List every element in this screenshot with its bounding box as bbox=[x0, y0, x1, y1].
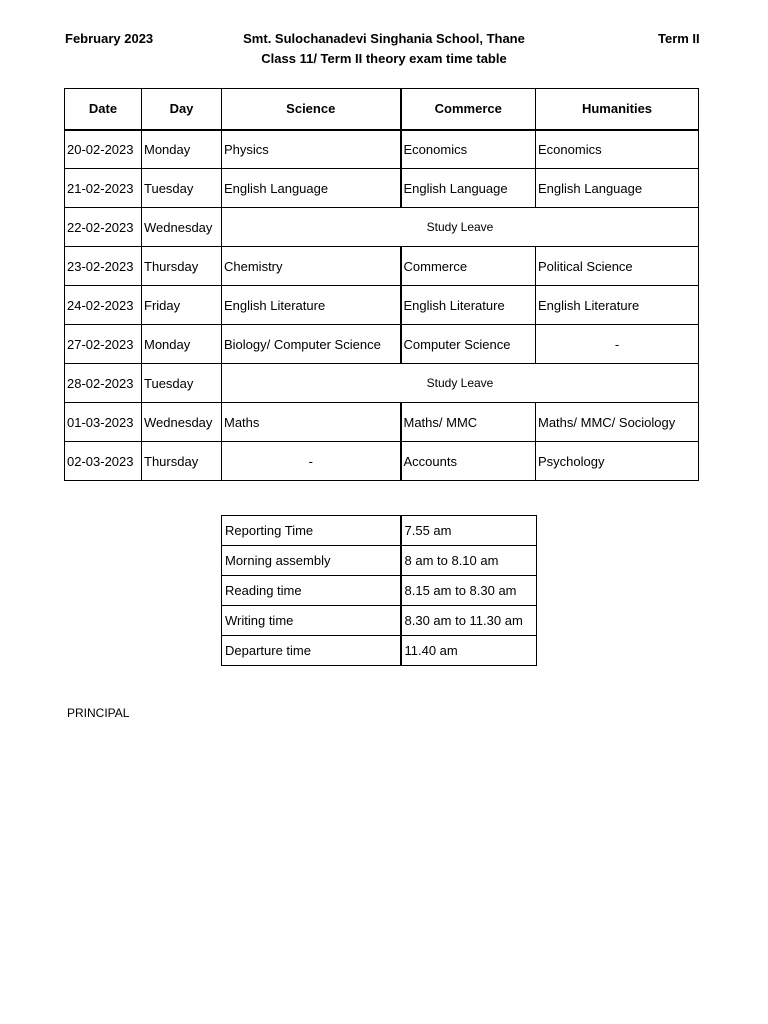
cell-date: 23-02-2023 bbox=[65, 247, 142, 286]
cell-day: Tuesday bbox=[142, 169, 222, 208]
cell-humanities: English Language bbox=[536, 169, 699, 208]
column-header-day: Day bbox=[142, 89, 222, 130]
cell-science: Chemistry bbox=[222, 247, 401, 286]
timing-value: 8.30 am to 11.30 am bbox=[401, 606, 537, 636]
timing-row bbox=[222, 546, 537, 576]
table-row bbox=[65, 286, 699, 325]
cell-day: Friday bbox=[142, 286, 222, 325]
principal-signature-label: PRINCIPAL bbox=[67, 706, 130, 720]
table-row bbox=[65, 325, 699, 364]
cell-commerce: Computer Science bbox=[401, 325, 536, 364]
timing-label: Morning assembly bbox=[222, 546, 401, 576]
column-header-humanities: Humanities bbox=[536, 89, 699, 130]
timing-row bbox=[222, 516, 537, 546]
cell-date: 24-02-2023 bbox=[65, 286, 142, 325]
cell-day: Wednesday bbox=[142, 403, 222, 442]
timing-row bbox=[222, 576, 537, 606]
cell-humanities: Economics bbox=[536, 130, 699, 169]
cell-humanities: English Literature bbox=[536, 286, 699, 325]
cell-science: Biology/ Computer Science bbox=[222, 325, 401, 364]
cell-commerce: English Language bbox=[401, 169, 536, 208]
timing-label: Writing time bbox=[222, 606, 401, 636]
cell-study-leave: Study Leave bbox=[222, 364, 699, 403]
timing-value: 11.40 am bbox=[401, 636, 537, 666]
cell-humanities: - bbox=[536, 325, 699, 364]
exam-timetable bbox=[64, 88, 699, 481]
cell-date: 28-02-2023 bbox=[65, 364, 142, 403]
cell-humanities: Maths/ MMC/ Sociology bbox=[536, 403, 699, 442]
cell-commerce: Accounts bbox=[401, 442, 536, 481]
cell-humanities: Psychology bbox=[536, 442, 699, 481]
header-term: Term II bbox=[658, 31, 700, 46]
table-header-row bbox=[65, 89, 699, 130]
cell-science: - bbox=[222, 442, 401, 481]
cell-date: 20-02-2023 bbox=[65, 130, 142, 169]
cell-date: 01-03-2023 bbox=[65, 403, 142, 442]
cell-science: English Literature bbox=[222, 286, 401, 325]
timing-table bbox=[221, 515, 537, 666]
cell-day: Monday bbox=[142, 130, 222, 169]
cell-humanities: Political Science bbox=[536, 247, 699, 286]
column-header-science: Science bbox=[222, 89, 401, 130]
cell-commerce: Maths/ MMC bbox=[401, 403, 536, 442]
cell-science: English Language bbox=[222, 169, 401, 208]
timing-row bbox=[222, 636, 537, 666]
column-header-commerce: Commerce bbox=[401, 89, 536, 130]
cell-study-leave: Study Leave bbox=[222, 208, 699, 247]
timing-value: 8 am to 8.10 am bbox=[401, 546, 537, 576]
cell-day: Thursday bbox=[142, 247, 222, 286]
timing-label: Reporting Time bbox=[222, 516, 401, 546]
table-row bbox=[65, 208, 699, 247]
table-row bbox=[65, 169, 699, 208]
timing-label: Departure time bbox=[222, 636, 401, 666]
school-name: Smt. Sulochanadevi Singhania School, Thane bbox=[243, 31, 525, 46]
table-row bbox=[65, 403, 699, 442]
table-row bbox=[65, 130, 699, 169]
cell-day: Monday bbox=[142, 325, 222, 364]
cell-commerce: English Literature bbox=[401, 286, 536, 325]
cell-date: 02-03-2023 bbox=[65, 442, 142, 481]
cell-day: Tuesday bbox=[142, 364, 222, 403]
cell-day: Thursday bbox=[142, 442, 222, 481]
cell-science: Physics bbox=[222, 130, 401, 169]
column-header-date: Date bbox=[65, 89, 142, 130]
timing-value: 8.15 am to 8.30 am bbox=[401, 576, 537, 606]
header-month: February 2023 bbox=[65, 31, 154, 46]
cell-day: Wednesday bbox=[142, 208, 222, 247]
cell-date: 22-02-2023 bbox=[65, 208, 142, 247]
cell-science: Maths bbox=[222, 403, 401, 442]
timing-row bbox=[222, 606, 537, 636]
table-row bbox=[65, 442, 699, 481]
page-title: Class 11/ Term II theory exam time table bbox=[261, 51, 507, 66]
cell-date: 27-02-2023 bbox=[65, 325, 142, 364]
timing-label: Reading time bbox=[222, 576, 401, 606]
cell-commerce: Commerce bbox=[401, 247, 536, 286]
timing-value: 7.55 am bbox=[401, 516, 537, 546]
cell-date: 21-02-2023 bbox=[65, 169, 142, 208]
cell-commerce: Economics bbox=[401, 130, 536, 169]
table-row bbox=[65, 247, 699, 286]
table-row bbox=[65, 364, 699, 403]
